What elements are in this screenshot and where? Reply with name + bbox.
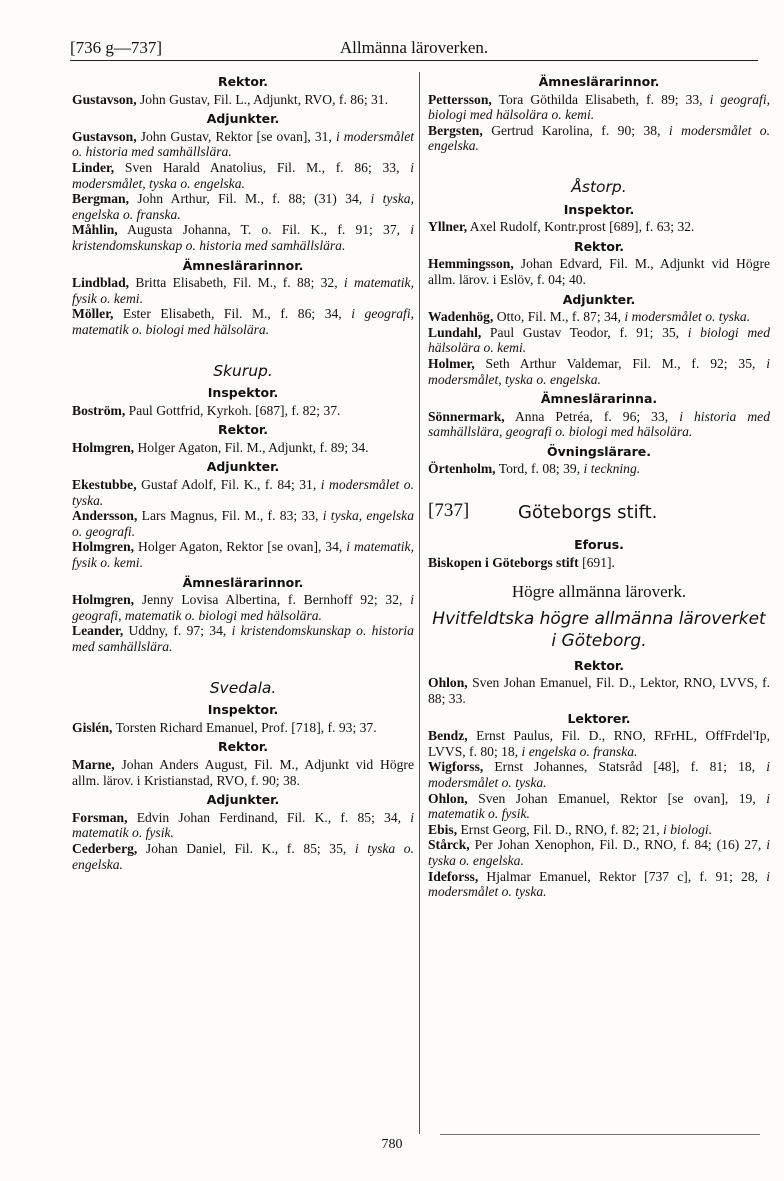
person-entry (72, 306, 414, 337)
person-entry (72, 810, 414, 841)
person-details: Per Johan Xenophon, Fil. D., RNO, f. 84; (16) 27, (469, 837, 767, 853)
section-heading: Ämneslärarinnor. (182, 257, 304, 273)
person-name: Holmgren, (72, 439, 135, 455)
person-entry (72, 477, 414, 508)
person-name: Andersson, (72, 508, 138, 524)
person-subjects: i engelska o. franska. (521, 743, 638, 759)
person-name: Gustavson, (72, 91, 137, 107)
person-subjects: i matematik, fysik o. kemi. (72, 539, 414, 571)
person-subjects: i modersmålet o. tyska. (72, 477, 414, 508)
right-block-2 (428, 202, 770, 478)
person-name: Holmgren, (72, 592, 135, 608)
person-details: Johan Daniel, Fil. K., f. 85; 35, (137, 840, 355, 856)
person-details: Tora Göthilda Elisabeth, f. 89; 33, (491, 91, 710, 107)
person-subjects: i tyska o. engelska. (72, 840, 414, 872)
left-block-1 (72, 74, 414, 338)
person-details: Johan Anders August, Fil. M., Adjunkt vid Högre allm. lärov. i Kristianstad, RVO, f. 90; 38. (72, 756, 414, 788)
person-name: Ekestubbe, (72, 477, 137, 493)
section-heading: Rektor. (217, 739, 269, 755)
person-details: Augusta Johanna, T. o. Fil. K., f. 91; 37, (117, 222, 411, 238)
page-range: [736 g—737] (70, 38, 163, 57)
person-details: Paul Gustav Teodor, f. 91; 35, (481, 324, 688, 340)
person-name: Örtenholm, (428, 461, 496, 477)
person-subjects: i tyska, engelska o. geografi. (72, 508, 414, 539)
person-name: Marne, (72, 756, 115, 772)
person-subjects: i matematik o. fysik. (72, 809, 414, 841)
person-subjects: i modersmålet, tyska o. engelska. (72, 159, 414, 191)
section-heading: Inspektor. (207, 385, 279, 401)
person-entry (72, 191, 414, 222)
person-subjects: i modersmålet o. tyska. (624, 309, 751, 325)
person-details: John Arthur, Fil. M., f. 88; (31) 34, (129, 191, 371, 207)
person-name: Ebis, (428, 821, 458, 837)
person-entry (72, 539, 414, 570)
person-entry (72, 592, 414, 623)
person-subjects: i tyska, engelska o. franska. (72, 191, 414, 222)
column-divider (419, 72, 420, 1134)
person-details: Holger Agaton, Fil. M., Adjunkt, f. 89; 34. (134, 439, 369, 455)
person-subjects: i modersmålet, tyska o. engelska. (428, 355, 770, 387)
person-name: Stårck, (428, 837, 470, 853)
person-name: Wadenhög, (428, 309, 494, 325)
diocese-heading (428, 500, 770, 531)
person-entry (428, 219, 770, 235)
person-name: Bergsten, (428, 122, 483, 138)
section-heading: Lektorer. (567, 710, 631, 726)
person-details: Hjalmar Emanuel, Rektor [737 c], f. 91; 28, (478, 868, 767, 884)
person-details: Paul Gottfrid, Kyrkoh. [687], f. 82; 37. (125, 402, 341, 418)
section-heading: Ämneslärarinnor. (182, 574, 304, 590)
right-block-1 (428, 74, 770, 154)
person-entry (72, 841, 414, 872)
place-heading-skurup: Skurup. (213, 361, 273, 380)
person-details: Edvin Johan Ferdinand, Fil. K., f. 85; 34, (127, 809, 411, 825)
person-details: Anna Petréa, f. 96; 33, (504, 408, 680, 424)
person-details: Britta Elisabeth, Fil. M., f. 88; 32, (129, 275, 344, 291)
person-name: Sönnermark, (428, 408, 505, 424)
person-entry (428, 356, 770, 387)
person-entry (72, 508, 414, 539)
person-name: Biskopen i Göteborgs stift (428, 554, 579, 570)
person-entry (428, 869, 770, 900)
person-entry (72, 720, 414, 736)
section-heading: Rektor. (217, 74, 269, 89)
person-entry (72, 222, 414, 253)
person-details: Johan Edvard, Fil. M., Adjunkt vid Högre allm. lärov. i Eslöv, f. 04; 40. (428, 256, 770, 287)
person-details: Lars Magnus, Fil. M., f. 83; 33, (137, 508, 323, 524)
person-name: Lundahl, (428, 324, 482, 340)
place-heading-svedala: Svedala. (209, 678, 277, 697)
person-name: Gislén, (72, 719, 113, 735)
person-subjects: i biologi. (663, 821, 713, 837)
person-details: Seth Arthur Valdemar, Fil. M., f. 92; 35, (474, 355, 767, 371)
section-heading: Rektor. (573, 657, 625, 673)
person-subjects: i biologi med hälsolära o. kemi. (428, 324, 770, 356)
left-block-3 (72, 702, 414, 872)
person-subjects: i historia med samhällslära, geografi o. biologi med hälsolära. (428, 408, 770, 440)
person-name: Holmer, (428, 355, 475, 371)
person-name: Lindblad, (72, 275, 130, 291)
person-entry (428, 822, 770, 838)
section-heading: Adjunkter. (206, 459, 280, 475)
person-details: Sven Harald Anatolius, Fil. M., f. 86; 33, (114, 159, 411, 175)
person-name: Gustavson, (72, 128, 137, 144)
person-subjects: i geografi, biologi med hälsolära o. kemi. (428, 91, 770, 123)
person-entry (428, 409, 770, 440)
diocese-number: [737] (428, 500, 470, 522)
person-entry (428, 461, 770, 477)
person-details: Holger Agaton, Rektor [se ovan], 34, (134, 539, 347, 555)
person-entry (72, 275, 414, 306)
right-block-4 (428, 658, 770, 900)
school-name-heading: Hvitfeldtska högre allmänna läroverket i Göteborg. (432, 608, 766, 651)
person-details: Ester Elisabeth, Fil. M., f. 86; 34, (113, 306, 352, 322)
person-name: Hemmingsson, (428, 256, 514, 272)
person-entry (428, 675, 770, 706)
person-subjects: i geografi, matematik o. biologi med hälsolära. (72, 592, 414, 623)
person-details: Torsten Richard Emanuel, Prof. [718], f. 93; 37. (112, 719, 377, 735)
person-name: Pettersson, (428, 91, 492, 107)
person-subjects: i kristendomskunskap o. historia med samhällslära. (72, 623, 414, 654)
section-heading: Inspektor. (563, 201, 635, 217)
place-heading-astorp: Åstorp. (571, 177, 627, 196)
person-entry (428, 325, 770, 356)
person-details: Ernst Johannes, Statsråd [48], f. 81; 18, (483, 759, 767, 775)
person-name: Leander, (72, 623, 124, 639)
right-column (428, 70, 770, 900)
person-details: Jenny Lovisa Albertina, f. Bernhoff 92; 32, (134, 592, 411, 608)
footer-rule (440, 1134, 760, 1135)
person-entry (428, 791, 770, 822)
person-subjects: i tyska o. engelska. (428, 837, 770, 868)
person-name: Ohlon, (428, 675, 468, 691)
person-details: John Gustav, Fil. L., Adjunkt, RVO, f. 86; 31. (136, 91, 389, 107)
person-subjects: i geografi, matematik o. biologi med hälsolära. (72, 306, 415, 337)
person-entry (428, 309, 770, 325)
person-entry (72, 403, 414, 419)
person-name: Boström, (72, 402, 126, 418)
person-details: Uddny, f. 97; 34, (123, 623, 232, 639)
person-entry (72, 757, 414, 788)
person-subjects: i modersmålet o. engelska. (428, 122, 770, 154)
section-heading: Adjunkter. (206, 792, 280, 808)
person-entry (72, 92, 414, 108)
person-entry (428, 123, 770, 154)
left-block-2 (72, 385, 414, 655)
section-heading: Rektor. (217, 422, 269, 438)
right-block-3 (428, 537, 770, 570)
person-name: Ohlon, (428, 790, 468, 806)
person-subjects: i kristendomskunskap o. historia med samhällslära. (72, 222, 414, 253)
person-subjects: i matematik o. fysik. (428, 790, 770, 822)
person-details: Tord, f. 08; 39, (495, 461, 584, 477)
section-heading: Rektor. (573, 238, 625, 254)
person-entry (428, 256, 770, 287)
person-name: Wigforss, (428, 759, 484, 775)
person-details: Otto, Fil. M., f. 87; 34, (493, 309, 625, 325)
person-details: Ernst Georg, Fil. D., RNO, f. 82; 21, (457, 821, 664, 837)
person-name: Måhlin, (72, 222, 118, 238)
person-subjects: i modersmålet o. tyska. (428, 868, 770, 900)
section-heading: Inspektor. (207, 702, 279, 718)
person-details: Sven Johan Emanuel, Rektor [se ovan], 19, (467, 790, 767, 806)
person-name: Ideforss, (428, 868, 479, 884)
person-subjects: i teckning. (583, 461, 641, 477)
person-entry (72, 440, 414, 456)
person-details: [691]. (578, 554, 615, 570)
person-details: Gustaf Adolf, Fil. K., f. 84; 31, (136, 477, 321, 493)
person-name: Cederberg, (72, 840, 138, 856)
person-subjects: i matematik, fysik o. kemi. (72, 275, 414, 306)
diocese-title: Göteborgs stift. (518, 502, 658, 524)
page-number: 780 (381, 1137, 403, 1152)
section-heading: Ämneslärarinnor. (538, 74, 660, 89)
section-heading: Adjunkter. (562, 291, 636, 307)
person-details: John Gustav, Rektor [se ovan], 31, (136, 128, 336, 144)
running-header (70, 38, 758, 61)
left-column (72, 70, 414, 872)
person-name: Yllner, (428, 219, 468, 235)
person-name: Linder, (72, 159, 115, 175)
section-heading: Eforus. (574, 537, 624, 553)
section-heading: Adjunkter. (206, 111, 280, 127)
person-name: Möller, (72, 306, 114, 322)
person-entry (428, 555, 770, 571)
section-heading: Övningslärare. (547, 443, 651, 459)
person-entry (428, 759, 770, 790)
person-details: Sven Johan Emanuel, Fil. D., Lektor, RNO, LVVS, f. 88; 33. (428, 675, 770, 707)
person-name: Bergman, (72, 191, 130, 207)
person-entry (428, 92, 770, 123)
section-heading: Ämneslärarinna. (540, 391, 658, 407)
person-entry (72, 160, 414, 191)
person-details: Gertrud Karolina, f. 90; 38, (482, 122, 669, 138)
person-name: Bendz, (428, 728, 468, 744)
person-entry (428, 837, 770, 868)
person-details: Ernst Paulus, Fil. D., RNO, RFrHL, OffFrdel'Ip, LVVS, f. 80; 18, (428, 728, 770, 759)
header-title: Allmänna läroverken. (339, 38, 489, 57)
person-entry (428, 728, 770, 759)
school-category-heading: Högre allmänna läroverk. (511, 582, 687, 602)
person-name: Holmgren, (72, 539, 135, 555)
person-entry (72, 623, 414, 654)
person-subjects: i modersmålet o. tyska. (428, 759, 770, 790)
person-entry (72, 129, 414, 160)
person-details: Axel Rudolf, Kontr.prost [689], f. 63; 32. (467, 219, 695, 235)
person-name: Forsman, (72, 809, 128, 825)
person-subjects: i modersmålet o. historia med samhällslära. (72, 128, 415, 160)
